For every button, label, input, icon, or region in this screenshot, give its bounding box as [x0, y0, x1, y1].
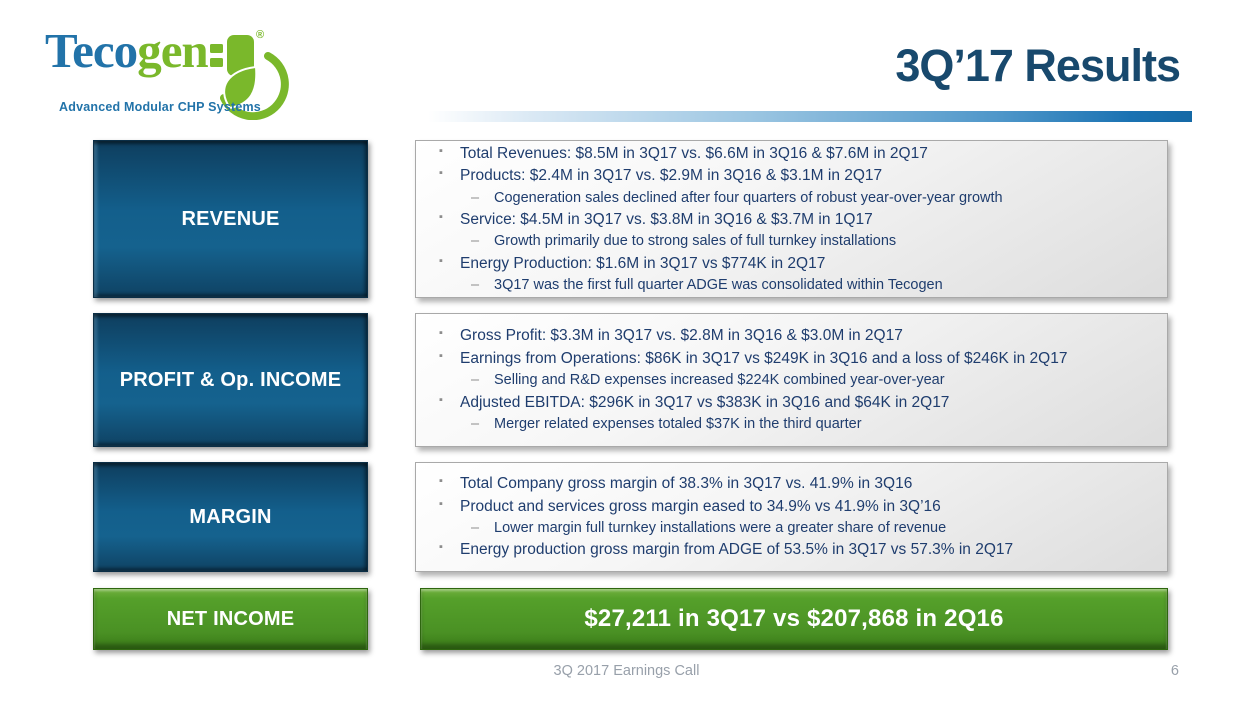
bullet-item: ▪ Adjusted EBITDA: $296K in 3Q17 vs $383K in 3Q16 and $64K in 2Q17 — [430, 393, 1153, 413]
section-row — [93, 462, 1168, 572]
section-label-box: PROFIT & Op. INCOME — [93, 313, 368, 447]
section-label-box: MARGIN — [93, 462, 368, 572]
sub-bullet-item: – Selling and R&D expenses increased $224K combined year-over-year — [430, 371, 1153, 389]
sub-bullet-item: – Growth primarily due to strong sales of full turnkey installations — [430, 232, 1153, 250]
bullet-item: ▪ Product and services gross margin eased to 34.9% vs 41.9% in 3Q’16 — [430, 497, 1153, 517]
svg-text:®: ® — [255, 29, 263, 41]
sub-bullet-item: – Cogeneration sales declined after four quarters of robust year-over-year growth — [430, 189, 1153, 207]
bullet-item: ▪ Products: $2.4M in 3Q17 vs. $2.9M in 3Q16 & $3.1M in 2Q17 — [430, 166, 1153, 186]
section-row — [93, 588, 1168, 650]
bullet-item: ▪ Earnings from Operations: $86K in 3Q17 vs $249K in 3Q16 and a loss of $246K in 2Q17 — [430, 349, 1153, 369]
section-content-box — [415, 462, 1168, 572]
brand-text-gen: gen — [137, 23, 208, 78]
section-label-box: REVENUE — [93, 140, 368, 298]
title-underline-bar — [428, 111, 1192, 122]
bullet-item: ▪ Gross Profit: $3.3M in 3Q17 vs. $2.8M in 3Q16 & $3.0M in 2Q17 — [430, 326, 1153, 346]
sub-bullet-item: – Lower margin full turnkey installations were a greater share of revenue — [430, 519, 1153, 537]
footer-text: 3Q 2017 Earnings Call — [553, 663, 700, 679]
section-row — [93, 140, 1168, 298]
bullet-item: ▪ Energy production gross margin from ADGE of 53.5% in 3Q17 vs 57.3% in 2Q17 — [430, 540, 1153, 560]
bullet-item: ▪ Total Company gross margin of 38.3% in 3Q17 vs. 41.9% in 3Q16 — [430, 474, 1153, 494]
bullet-item: ▪ Energy Production: $1.6M in 3Q17 vs $774K in 2Q17 — [430, 254, 1153, 274]
section-content-box — [415, 140, 1168, 298]
sub-bullet-item: – 3Q17 was the first full quarter ADGE was consolidated within Tecogen — [430, 276, 1153, 294]
bullet-item: ▪ Total Revenues: $8.5M in 3Q17 vs. $6.6M in 3Q16 & $7.6M in 2Q17 — [430, 144, 1153, 164]
section-label-box: NET INCOME — [93, 588, 368, 650]
sub-bullet-item: – Merger related expenses totaled $37K in the third quarter — [430, 415, 1153, 433]
page-number: 6 — [1170, 663, 1179, 679]
section-content-box — [415, 313, 1168, 447]
net-income-value-box: $27,211 in 3Q17 vs $207,868 in 2Q16 — [420, 588, 1168, 650]
brand-text-teco: Teco — [45, 23, 138, 78]
logo-tagline: Advanced Modular CHP Systems — [59, 100, 261, 114]
page-title: 3Q’17 Results — [895, 40, 1180, 91]
section-row — [93, 313, 1168, 447]
bullet-item: ▪ Service: $4.5M in 3Q17 vs. $3.8M in 3Q16 & $3.7M in 1Q17 — [430, 210, 1153, 230]
tecogen-logo — [45, 23, 345, 131]
